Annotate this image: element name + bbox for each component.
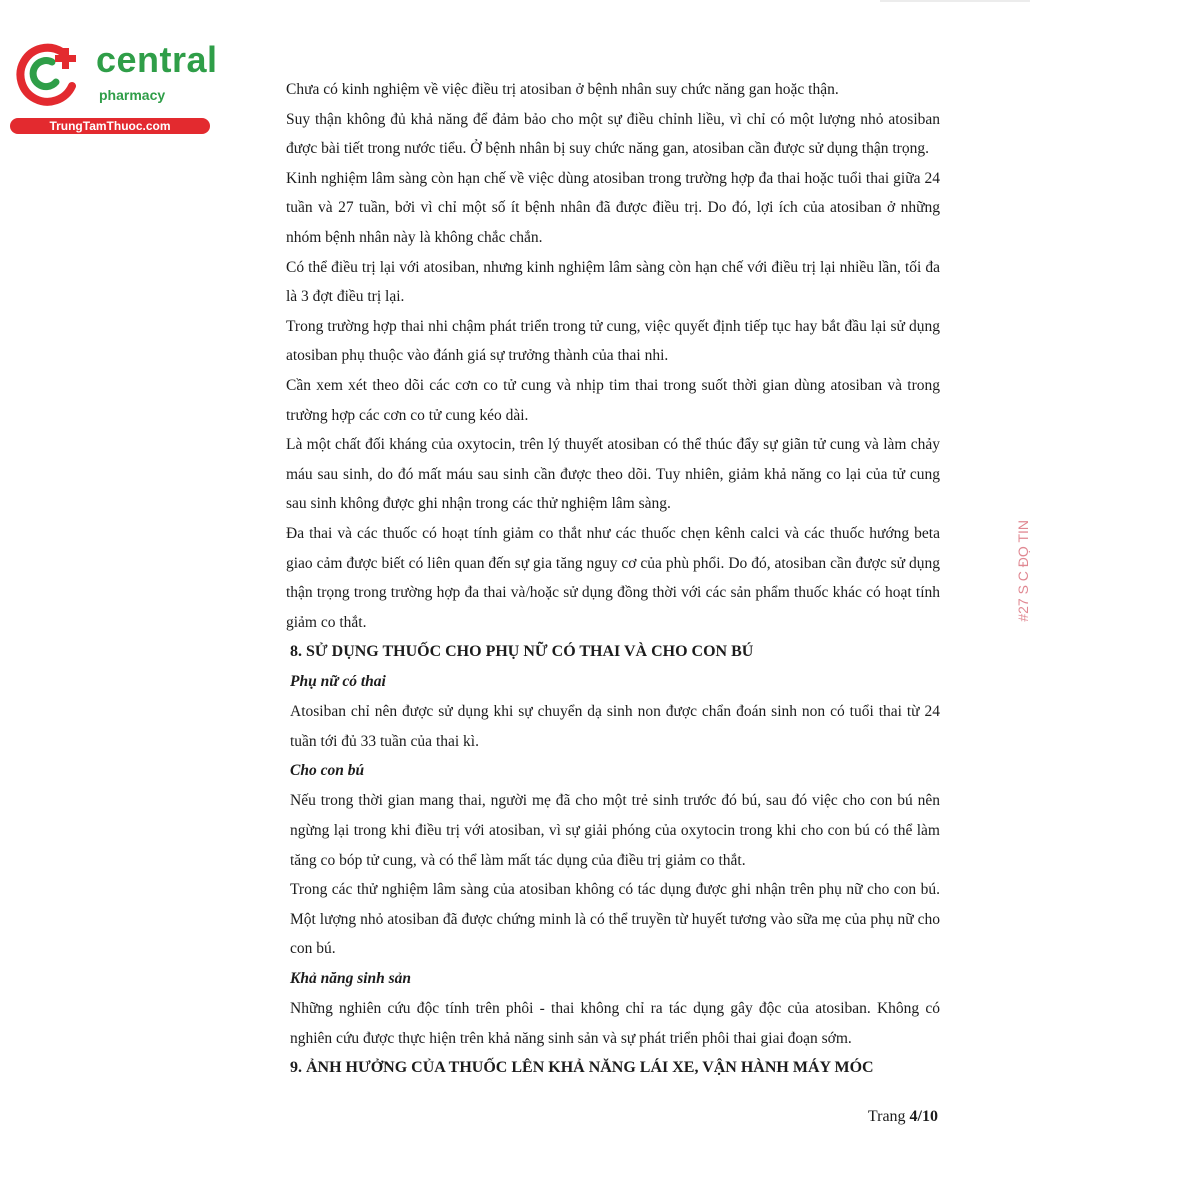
paragraph: Nếu trong thời gian mang thai, người mẹ đã cho một trẻ sinh trước đó bú, sau đó việc cho con bú nên ngừng lại trong khi điều trị với atosiban, vì sự giải phóng của oxytocin trong khi cho con bú có thể làm tăng co bóp tử cung, và có thể làm mất tác dụng của điều trị giảm co thắt. (290, 792, 940, 869)
paragraph: Chưa có kinh nghiệm về việc điều trị atosiban ở bệnh nhân suy chức năng gan hoặc thận. (286, 81, 839, 98)
paragraph: Cần xem xét theo dõi các cơn co tử cung và nhịp tim thai trong suốt thời gian dùng atosiban và trong trường hợp các cơn co tử cung kéo dài. (286, 376, 940, 424)
paragraph: Đa thai và các thuốc có hoạt tính giảm co thắt như các thuốc chẹn kênh calci và các thuốc hướng beta giao cảm được biết có liên quan đến sự gia tăng nguy cơ của phù phổi. Do đó, atosiban cần được sử dụng thận trọng trong trường hợp đa thai và/hoặc sử dụng đồng thời với các sản phẩm thuốc khác có hoạt tính giảm co thắt. (286, 524, 940, 631)
paragraph: Có thể điều trị lại với atosiban, nhưng kinh nghiệm lâm sàng còn hạn chế với điều trị lại nhiều lần, tối đa là 3 đợt điều trị lại. (286, 258, 940, 306)
paragraph: Là một chất đối kháng của oxytocin, trên lý thuyết atosiban có thể thúc đẩy sự giãn tử cung và làm chảy máu sau sinh, do đó mất máu sau sinh cần được theo dõi. Tuy nhiên, giảm khả năng co lại của tử cung sau sinh không được ghi nhận trong các thử nghiệm lâm sàng. (286, 436, 940, 513)
paragraph: Suy thận không đủ khả năng để đảm bảo cho một sự điều chỉnh liều, vì chỉ có một lượng nhỏ atosiban được bài tiết trong nước tiểu. Ở bệnh nhân bị suy chức năng gan, atosiban cần được sử dụng thận trọng. (286, 110, 940, 158)
page-number-value: 4/10 (909, 1108, 938, 1125)
scan-edge-mark (880, 0, 1030, 4)
page-number-label: Trang (867, 1108, 910, 1125)
logo-brand-name: central (96, 39, 218, 80)
logo-site-badge: TrungTamThuoc.com (10, 118, 210, 134)
paragraph: Kinh nghiệm lâm sàng còn hạn chế về việc dùng atosiban trong trường hợp đa thai hoặc tuổi thai giữa 24 tuần và 27 tuần, bởi vì chỉ một số ít bệnh nhân đã được điều trị. Do đó, lợi ích của atosiban ở những nhóm bệnh nhân này là không chắc chắn. (286, 169, 940, 246)
section-9-heading: 9. ẢNH HƯỞNG CỦA THUỐC LÊN KHẢ NĂNG LÁI XE, VẬN HÀNH MÁY MÓC (290, 1059, 874, 1077)
central-pharmacy-logo[interactable] (10, 38, 218, 138)
red-stamp-mark: #27 S C ĐỌ TIN (1015, 520, 1031, 622)
subheading-fertility: Khả năng sinh sản (290, 970, 412, 988)
section-8-heading: 8. SỬ DỤNG THUỐC CHO PHỤ NỮ CÓ THAI VÀ CHO CON BÚ (290, 643, 754, 661)
logo-subtitle: pharmacy (99, 87, 166, 103)
paragraph: Những nghiên cứu độc tính trên phôi - thai không chỉ ra tác dụng gây độc của atosiban. Không có nghiên cứu được thực hiện trên khả năng sinh sản và sự phát triển phôi thai giai đoạn sớm. (290, 1000, 940, 1047)
paragraph: Trong các thử nghiệm lâm sàng của atosiban không có tác dụng được ghi nhận trên phụ nữ cho con bú. Một lượng nhỏ atosiban đã được chứng minh là có thể truyền từ huyết tương vào sữa mẹ của phụ nữ cho con bú. (290, 881, 940, 958)
pharmacy-cross-logo-icon (10, 38, 88, 108)
document-body (286, 75, 940, 1083)
subheading-pregnancy: Phụ nữ có thai (290, 673, 386, 691)
paragraph: Trong trường hợp thai nhi chậm phát triển trong tử cung, việc quyết định tiếp tục hay bắt đầu lại sử dụng atosiban phụ thuộc vào đánh giá sự trưởng thành của thai nhi. (286, 317, 940, 365)
page-number (840, 1108, 938, 1126)
paragraph: Atosiban chỉ nên được sử dụng khi sự chuyển dạ sinh non được chẩn đoán sinh non có tuổi thai từ 24 tuần tới đủ 33 tuần của thai kì. (290, 703, 940, 750)
subheading-lactation: Cho con bú (290, 762, 365, 780)
